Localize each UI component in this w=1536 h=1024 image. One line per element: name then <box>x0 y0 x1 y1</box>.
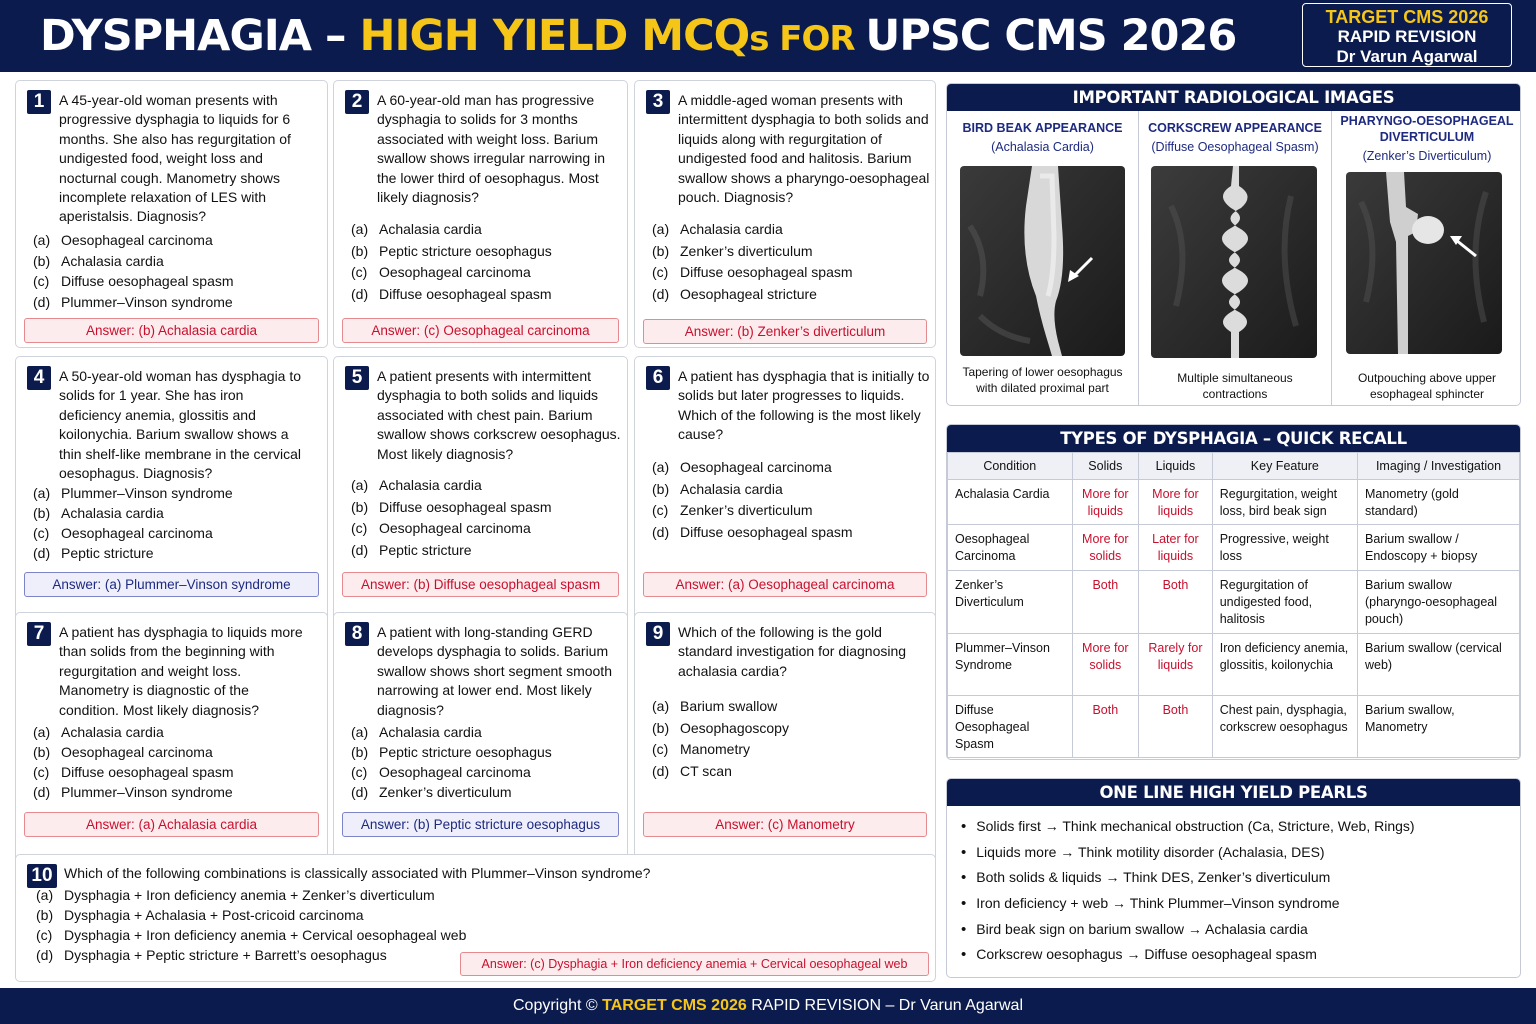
options-list <box>652 696 931 782</box>
option-key: (c) <box>351 264 368 281</box>
cell-imaging: Manometry (gold standard) <box>1357 480 1519 525</box>
option-b[interactable] <box>652 718 931 740</box>
radiology-item-caption <box>1334 370 1520 402</box>
col-key-feature: Key Feature <box>1212 453 1357 480</box>
option-text: Oesophageal carcinoma <box>379 764 531 780</box>
question-card-10 <box>15 854 936 982</box>
option-text: Peptic stricture oesophagus <box>379 242 552 259</box>
options-list <box>33 483 323 563</box>
title-exam: UPSC CMS 2026 <box>865 11 1237 61</box>
radiology-item-title: PHARYNGO-OESOPHAGEAL <box>1340 114 1514 128</box>
option-c[interactable] <box>33 523 323 543</box>
option-key: (b) <box>351 242 369 259</box>
option-key: (d) <box>36 947 54 963</box>
option-key: (b) <box>652 242 670 259</box>
option-c[interactable] <box>652 262 931 284</box>
options-list <box>33 230 323 312</box>
option-text: Oesophagoscopy <box>680 719 789 736</box>
page-title <box>40 8 1236 67</box>
option-b[interactable] <box>652 479 931 501</box>
content-area <box>0 72 1536 988</box>
option-b[interactable] <box>351 742 623 762</box>
option-key: (b) <box>36 907 54 923</box>
question-text: A patient with long-standing GERD develops dysphagia to solids. Barium swallow shows short segment smooth narrowing at lower end. Most likely diagnosis? <box>377 624 612 718</box>
option-text: Dysphagia + Iron deficiency anemia + Zenker’s diverticulum <box>64 887 435 903</box>
option-key: (b) <box>33 252 51 269</box>
option-text: Oesophageal carcinoma <box>61 744 213 760</box>
option-text: Peptic stricture <box>379 541 472 558</box>
question-number: 2 <box>345 90 369 114</box>
footer-copyright: Copyright © <box>512 997 603 1014</box>
option-text: Achalasia cardia <box>379 477 482 493</box>
option-d[interactable] <box>652 761 931 783</box>
option-text: Diffuse oesophageal spasm <box>61 764 234 780</box>
title-highlight: HIGH YIELD MCQ <box>359 11 750 61</box>
option-d[interactable] <box>351 284 623 306</box>
footer-suffix: RAPID REVISION – Dr Varun Agarwal <box>746 997 1024 1014</box>
option-text: Oesophageal carcinoma <box>680 459 832 475</box>
cell-feature: Regurgitation, weight loss, bird beak sign <box>1212 480 1357 525</box>
cell-imaging: Barium swallow (pharyngo-oesophageal pouch) <box>1357 571 1519 634</box>
option-b[interactable] <box>652 241 931 263</box>
brand-line-3: Dr Varun Agarwal <box>1336 47 1478 66</box>
option-d[interactable] <box>351 782 623 802</box>
cell-condition: Oesophageal Carcinoma <box>948 525 1073 571</box>
option-key: (c) <box>351 764 368 780</box>
option-key: (c) <box>652 502 669 519</box>
radiology-item-corkscrew <box>1138 111 1331 405</box>
cell-liquids: More for liquids <box>1139 480 1213 525</box>
option-key: (b) <box>351 744 369 760</box>
question-text: Which of the following combinations is classically associated with Plummer–Vinson syndrome? <box>64 865 651 881</box>
question-text: A 50-year-old woman has dysphagia to solids for 1 year. She has iron deficiency anemia, glossitis and koilonychia. Barium swallow shows a thin shelf-like membrane in the cervical oesophagus. Diagnosis? <box>59 368 302 482</box>
option-text: Barium swallow <box>680 698 778 714</box>
option-b[interactable] <box>33 251 323 272</box>
option-key: (d) <box>351 285 369 302</box>
option-c[interactable] <box>351 518 623 540</box>
radiology-item-zenker <box>1331 111 1521 405</box>
option-text: Dysphagia + Achalasia + Post-cricoid carcinoma <box>64 907 364 923</box>
option-key: (a) <box>652 698 670 714</box>
pearl-item: • Corkscrew oesophagus → Diffuse oesophageal spasm <box>961 942 1520 968</box>
option-d[interactable] <box>33 292 323 313</box>
options-list <box>351 219 623 305</box>
radiology-item-subtitle: (Achalasia Cardia) <box>991 140 1094 154</box>
radiology-title: IMPORTANT RADIOLOGICAL IMAGES <box>947 84 1520 111</box>
question-card-3 <box>634 80 936 348</box>
option-d[interactable] <box>33 543 323 563</box>
col-imaging: Imaging / Investigation <box>1357 453 1519 480</box>
table-row <box>948 525 1520 571</box>
cell-condition: Achalasia Cardia <box>948 480 1073 525</box>
radiology-item-title-line-2: DIVERTICULUM <box>1379 130 1475 144</box>
option-a[interactable] <box>351 219 623 241</box>
options-list <box>33 722 323 802</box>
option-a[interactable] <box>652 696 931 718</box>
option-key: (d) <box>652 762 670 779</box>
table-row <box>948 571 1520 634</box>
option-text: Achalasia cardia <box>61 252 164 269</box>
cell-solids: Both <box>1072 696 1139 758</box>
footer-brand: TARGET CMS 2026 <box>602 997 747 1014</box>
option-d[interactable] <box>351 540 623 562</box>
answer-box: Answer: (a) Oesophageal carcinoma <box>643 572 927 597</box>
option-a[interactable] <box>351 475 623 497</box>
types-table <box>947 452 1520 758</box>
question-card-1 <box>15 80 328 348</box>
cell-solids: Both <box>1072 571 1139 634</box>
question-number: 7 <box>27 622 51 646</box>
option-key: (b) <box>33 505 51 521</box>
footer <box>14 991 1522 1021</box>
options-list <box>652 457 931 543</box>
option-a[interactable] <box>652 219 931 241</box>
option-text: Achalasia cardia <box>61 724 164 740</box>
option-key: (a) <box>36 887 54 903</box>
header <box>0 0 1536 72</box>
radiology-panel <box>946 83 1521 406</box>
option-key: (c) <box>33 273 50 289</box>
option-key: (c) <box>351 520 368 537</box>
answer-box: Answer: (c) Manometry <box>643 812 927 837</box>
option-b[interactable] <box>33 503 323 523</box>
option-key: (a) <box>33 724 51 740</box>
answer-box: Answer: (b) Achalasia cardia <box>24 318 319 343</box>
option-text: Diffuse oesophageal spasm <box>680 523 853 540</box>
types-table-title: TYPES OF DYSPHAGIA – QUICK RECALL <box>947 425 1520 452</box>
question-number: 6 <box>646 366 670 390</box>
option-key: (a) <box>351 724 369 740</box>
option-text: Peptic stricture oesophagus <box>379 744 552 760</box>
cell-solids: More for solids <box>1072 634 1139 696</box>
option-text: Achalasia cardia <box>680 480 783 497</box>
question-number: 3 <box>646 90 670 114</box>
question-number: 9 <box>646 622 670 646</box>
option-c[interactable] <box>652 500 931 522</box>
option-text: Manometry <box>680 741 751 757</box>
radiology-item-caption <box>949 364 1136 396</box>
option-d[interactable] <box>652 522 931 544</box>
pearls-list <box>947 806 1520 968</box>
question-card-2 <box>333 80 628 348</box>
radiology-item-caption <box>1141 370 1329 402</box>
caption-line-1: Multiple simultaneous <box>1177 371 1293 385</box>
question-text: Which of the following is the gold standard investigation for diagnosing achalasia cardia? <box>678 624 907 679</box>
question-number: 4 <box>27 366 51 390</box>
question-text: A middle-aged woman presents with intermittent dysphagia to both solids and liquids along with regurgitation of undigested food and halitosis. Barium swallow shows a pharyngo-oesophageal pouch. Diagnosis? <box>678 92 930 206</box>
bird-beak-xray-image <box>960 166 1125 356</box>
option-d[interactable] <box>33 782 323 802</box>
question-number: 10 <box>27 864 57 888</box>
cell-condition: Diffuse Oesophageal Spasm <box>948 696 1073 758</box>
answer-box: Answer: (a) Achalasia cardia <box>24 812 319 837</box>
option-c[interactable] <box>36 925 931 945</box>
table-row <box>948 634 1520 696</box>
cell-liquids: Later for liquids <box>1139 525 1213 571</box>
option-text: Diffuse oesophageal spasm <box>61 273 234 289</box>
table-row <box>948 480 1520 525</box>
option-text: Oesophageal stricture <box>680 285 817 302</box>
brand-line-2: RAPID REVISION <box>1337 27 1477 46</box>
question-text: A 60-year-old man has progressive dysphagia to solids for 3 months associated with weight loss. Barium swallow shows irregular narrowing in the lower third of oesophagus. Most likely diagnosis? <box>377 92 605 206</box>
answer-box: Answer: (b) Zenker’s diverticulum <box>643 319 927 344</box>
question-text: A patient has dysphagia to liquids more than solids from the beginning with regurgitation and weight loss. Manometry is diagnostic of the condition. Most likely diagnosis? <box>59 624 303 718</box>
radiology-item-bird-beak <box>947 111 1138 405</box>
option-b[interactable] <box>351 497 623 519</box>
answer-box: Answer: (c) Dysphagia + Iron deficiency anemia + Cervical oesophageal web <box>460 952 929 976</box>
radiology-item-title: CORKSCREW APPEARANCE <box>1148 121 1322 135</box>
option-c[interactable] <box>652 739 931 761</box>
pearls-title: ONE LINE HIGH YIELD PEARLS <box>947 779 1520 806</box>
cell-condition: Plummer–Vinson Syndrome <box>948 634 1073 696</box>
caption-line-1: Outpouching above upper <box>1357 371 1497 385</box>
option-key: (c) <box>652 264 669 281</box>
cell-imaging: Barium swallow / Endoscopy + biopsy <box>1357 525 1519 571</box>
option-text: Oesophageal carcinoma <box>61 232 213 248</box>
col-liquids: Liquids <box>1139 453 1213 480</box>
option-a[interactable] <box>36 885 931 905</box>
option-text: Achalasia cardia <box>680 221 783 237</box>
pearls-panel <box>946 778 1521 978</box>
option-d[interactable] <box>652 284 931 306</box>
caption-line-1: Tapering of lower oesophagus <box>962 365 1123 379</box>
option-text: CT scan <box>680 762 732 779</box>
pearl-item: • Solids first → Think mechanical obstruction (Ca, Stricture, Web, Rings) <box>961 814 1520 840</box>
cell-imaging: Barium swallow (cervical web) <box>1357 634 1519 696</box>
option-text: Achalasia cardia <box>379 724 482 740</box>
pearl-item: • Both solids & liquids → Think DES, Zenker’s diverticulum <box>961 865 1520 891</box>
cell-feature: Iron deficiency anemia, glossitis, koilonychia <box>1212 634 1357 696</box>
option-text: Zenker’s diverticulum <box>680 502 813 519</box>
table-row <box>948 696 1520 758</box>
option-key: (a) <box>351 221 369 237</box>
brand-line-1: TARGET CMS 2026 <box>1325 7 1489 27</box>
option-text: Peptic stricture <box>61 545 154 561</box>
option-text: Oesophageal carcinoma <box>61 525 213 541</box>
options-list <box>351 722 623 802</box>
types-of-dysphagia-panel <box>946 424 1521 760</box>
option-c[interactable] <box>33 762 323 782</box>
option-key: (b) <box>33 744 51 760</box>
option-key: (a) <box>652 221 670 237</box>
answer-box: Answer: (b) Diffuse oesophageal spasm <box>342 572 619 597</box>
option-text: Plummer–Vinson syndrome <box>61 293 233 310</box>
option-key: (d) <box>652 523 670 540</box>
option-text: Dysphagia + Iron deficiency anemia + Cervical oesophageal web <box>64 927 467 943</box>
brand-box <box>1302 3 1512 67</box>
radiology-item-title: BIRD BEAK APPEARANCE <box>962 121 1123 135</box>
option-a[interactable] <box>33 230 323 251</box>
radiology-item-subtitle: (Diffuse Oesophageal Spasm) <box>1151 140 1319 154</box>
cell-feature: Regurgitation of undigested food, halitosis <box>1212 571 1357 634</box>
caption-line-2: esophageal sphincter <box>1369 387 1485 401</box>
answer-box: Answer: (c) Oesophageal carcinoma <box>342 318 619 343</box>
option-a[interactable] <box>33 722 323 742</box>
caption-line-2: contractions <box>1202 387 1268 401</box>
option-key: (a) <box>351 477 369 493</box>
option-c[interactable] <box>351 262 623 284</box>
option-c[interactable] <box>351 762 623 782</box>
option-text: Plummer–Vinson syndrome <box>61 485 233 501</box>
cell-imaging: Barium swallow, Manometry <box>1357 696 1519 758</box>
cell-liquids: Both <box>1139 696 1213 758</box>
option-key: (b) <box>351 498 369 515</box>
option-key: (c) <box>652 741 669 757</box>
option-c[interactable] <box>33 271 323 292</box>
option-a[interactable] <box>33 483 323 503</box>
title-connector: s FOR <box>749 19 866 59</box>
cell-feature: Chest pain, dysphagia, corkscrew oesophagus <box>1212 696 1357 758</box>
option-text: Zenker’s diverticulum <box>379 784 512 800</box>
answer-box: Answer: (b) Peptic stricture oesophagus <box>342 812 619 837</box>
option-key: (a) <box>33 232 51 248</box>
option-key: (a) <box>33 485 51 501</box>
cell-condition: Zenker’s Diverticulum <box>948 571 1073 634</box>
option-text: Zenker’s diverticulum <box>680 242 813 259</box>
option-a[interactable] <box>351 722 623 742</box>
col-condition: Condition <box>948 453 1073 480</box>
cell-liquids: Both <box>1139 571 1213 634</box>
option-b[interactable] <box>351 241 623 263</box>
option-text: Diffuse oesophageal spasm <box>379 498 552 515</box>
question-number: 5 <box>345 366 369 390</box>
pearl-item: • Bird beak sign on barium swallow → Achalasia cardia <box>961 917 1520 943</box>
caption-line-2: with dilated proximal part <box>976 381 1109 395</box>
option-key: (c) <box>33 525 50 541</box>
option-key: (b) <box>652 480 670 497</box>
question-text: A 45-year-old woman presents with progressive dysphagia to liquids for 6 months. She also has regurgitation of undigested food, weight loss and nocturnal cough. Manometry shows incomplete relaxation of LES with aperistalsis. Diagnosis? <box>59 92 291 225</box>
option-text: Dysphagia + Peptic stricture + Barrett’s oesophagus <box>64 947 387 963</box>
cell-liquids: Rarely for liquids <box>1139 634 1213 696</box>
cell-feature: Progressive, weight loss <box>1212 525 1357 571</box>
option-text: Diffuse oesophageal spasm <box>379 285 552 302</box>
question-text: A patient has dysphagia that is initially to solids but later progresses to liquids. Which of the following is the most likely cause? <box>678 368 930 443</box>
option-key: (a) <box>652 459 670 475</box>
zenker-xray-image <box>1346 172 1502 354</box>
option-key: (c) <box>33 764 50 780</box>
question-number: 1 <box>27 90 51 114</box>
option-b[interactable] <box>33 742 323 762</box>
option-key: (d) <box>351 541 369 558</box>
option-key: (d) <box>652 285 670 302</box>
cell-solids: More for liquids <box>1072 480 1139 525</box>
pearl-item: • Liquids more → Think motility disorder (Achalasia, DES) <box>961 840 1520 866</box>
option-key: (d) <box>33 784 51 800</box>
col-solids: Solids <box>1072 453 1139 480</box>
option-text: Achalasia cardia <box>61 505 164 521</box>
corkscrew-xray-image <box>1151 166 1317 358</box>
pearl-item: • Iron deficiency + web → Think Plummer–Vinson syndrome <box>961 891 1520 917</box>
table-header-row <box>948 453 1520 480</box>
radiology-item-subtitle: (Zenker’s Diverticulum) <box>1362 149 1492 163</box>
cell-solids: More for solids <box>1072 525 1139 571</box>
option-key: (d) <box>351 784 369 800</box>
option-key: (d) <box>33 545 51 561</box>
options-list <box>652 219 931 305</box>
options-list <box>351 475 623 561</box>
answer-box: Answer: (a) Plummer–Vinson syndrome <box>24 572 319 597</box>
question-text: A patient presents with intermittent dysphagia to both solids and liquids associated with chest pain. Barium swallow shows corkscrew oesophagus. Most likely diagnosis? <box>377 368 621 462</box>
option-text: Achalasia cardia <box>379 221 482 237</box>
option-text: Plummer–Vinson syndrome <box>61 784 233 800</box>
option-key: (c) <box>36 927 53 943</box>
option-text: Oesophageal carcinoma <box>379 520 531 537</box>
option-a[interactable] <box>652 457 931 479</box>
option-text: Oesophageal carcinoma <box>379 264 531 281</box>
option-key: (d) <box>33 293 51 310</box>
title-topic: DYSPHAGIA – <box>40 11 360 61</box>
option-key: (b) <box>652 719 670 736</box>
question-number: 8 <box>345 622 369 646</box>
option-b[interactable] <box>36 905 931 925</box>
option-text: Diffuse oesophageal spasm <box>680 264 853 281</box>
